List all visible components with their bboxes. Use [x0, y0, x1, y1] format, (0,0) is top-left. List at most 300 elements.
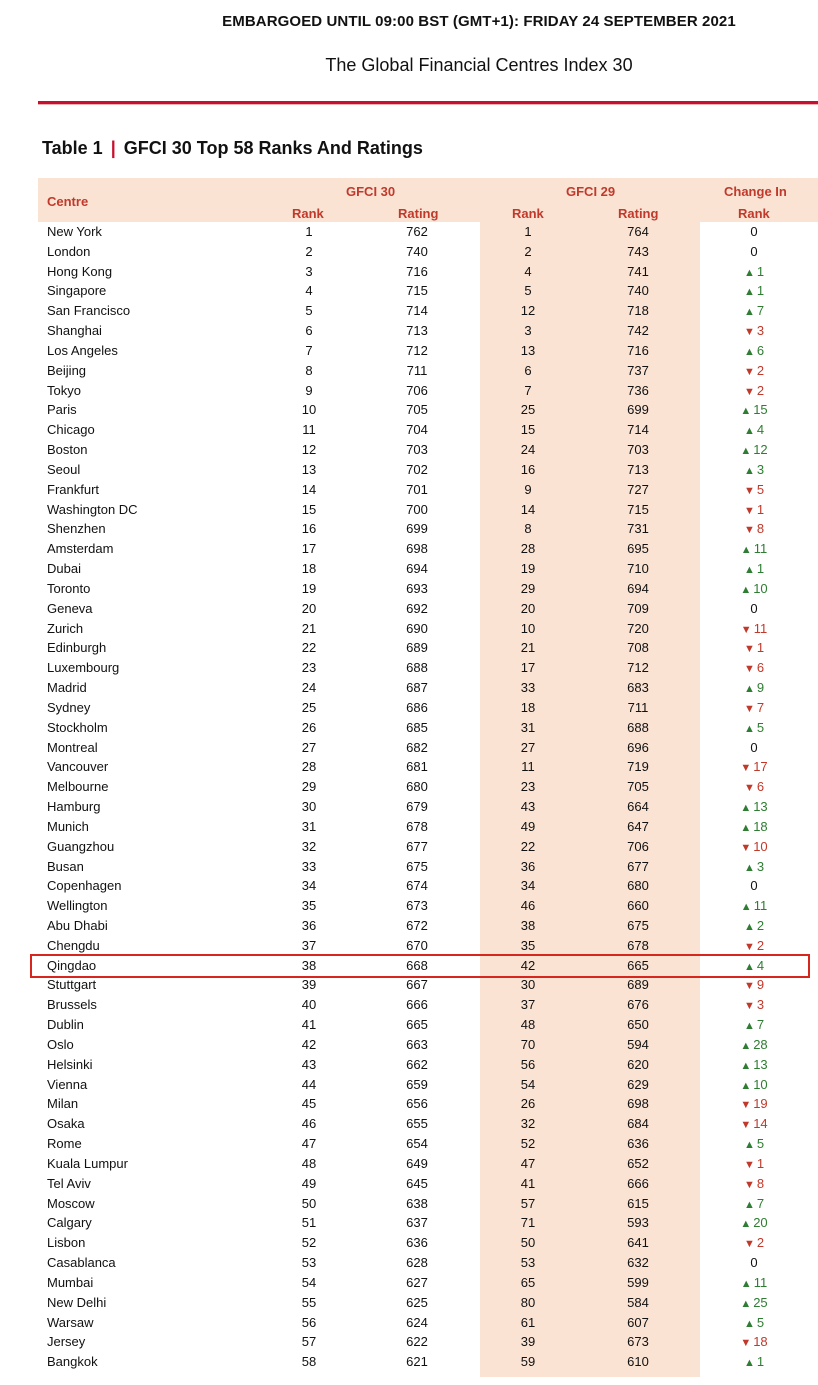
centre-name: Tel Aviv: [47, 1175, 91, 1191]
table-row: [38, 916, 818, 936]
up-triangle-icon: ▲: [740, 1059, 752, 1072]
rank-change-value: 6: [756, 779, 765, 795]
rank-change-value: 0: [750, 878, 758, 894]
centre-name: Abu Dhabi: [47, 917, 108, 933]
gfci29-rank: 5: [524, 283, 532, 299]
gfci29-rating: 743: [627, 243, 649, 259]
gfci30-rating: 704: [406, 422, 428, 438]
gfci30-rank: 36: [301, 917, 317, 933]
up-triangle-icon: ▲: [743, 345, 755, 358]
gfci29-rank: 25: [520, 402, 536, 418]
rank-change-value: 2: [756, 1235, 765, 1251]
centre-name: Chengdu: [47, 937, 100, 953]
gfci29-rating: 684: [627, 1116, 649, 1132]
table-title: [42, 138, 423, 159]
up-triangle-icon: ▲: [740, 445, 752, 458]
gfci29-rank: 3: [524, 323, 532, 339]
up-triangle-icon: ▲: [743, 1198, 755, 1211]
header-gfci29-rank: Rank: [512, 206, 544, 221]
table-row: [38, 738, 818, 758]
gfci30-rank: 25: [301, 699, 317, 715]
rank-change-value: 17: [753, 759, 768, 775]
rank-change: [728, 857, 780, 879]
centre-name: Paris: [47, 402, 77, 418]
centre-name: Osaka: [47, 1116, 85, 1132]
qingdao-highlight-box: [30, 954, 810, 978]
gfci30-rank: 41: [301, 1017, 317, 1033]
gfci30-rank: 6: [305, 323, 313, 339]
gfci30-rating: 703: [406, 442, 428, 458]
up-triangle-icon: ▲: [743, 861, 755, 874]
rank-change: [728, 757, 780, 779]
gfci29-rank: 4: [524, 263, 532, 279]
gfci30-rank: 1: [305, 224, 313, 239]
up-triangle-icon: ▲: [743, 1020, 755, 1033]
rank-change-value: 2: [756, 382, 765, 398]
gfci30-rating: 670: [406, 937, 428, 953]
gfci29-rating: 629: [627, 1076, 649, 1092]
rank-change-value: 0: [750, 739, 758, 755]
gfci30-rank: 11: [302, 422, 316, 438]
gfci29-rank: 19: [520, 561, 536, 577]
gfci29-rank: 29: [520, 580, 536, 596]
gfci29-rank: 53: [520, 1255, 536, 1271]
gfci30-rating: 692: [406, 600, 428, 616]
rank-change: [728, 420, 780, 442]
gfci29-rank: 21: [520, 640, 536, 656]
gfci30-rank: 24: [301, 680, 317, 696]
rank-change: [728, 539, 780, 561]
up-triangle-icon: ▲: [743, 1357, 755, 1370]
rank-change-value: 1: [756, 263, 765, 279]
rank-change: [728, 599, 780, 619]
table-row: [38, 837, 818, 857]
rank-change-value: 10: [753, 838, 768, 854]
gfci29-rating: 736: [627, 382, 649, 398]
centre-name: Boston: [47, 442, 88, 458]
rank-change-value: 15: [753, 402, 768, 418]
table-row: [38, 757, 818, 777]
rank-change: [728, 817, 780, 839]
gfci29-rank: 48: [520, 1017, 536, 1033]
gfci30-rating: 674: [406, 878, 428, 894]
gfci30-rating: 689: [406, 640, 428, 656]
down-triangle-icon: ▼: [743, 1178, 755, 1191]
gfci30-rating: 693: [406, 580, 428, 596]
rank-change: [728, 1094, 780, 1116]
header-gfci30: GFCI 30: [346, 184, 396, 199]
rank-change-value: 2: [756, 917, 765, 933]
gfci30-rating: 655: [406, 1116, 428, 1132]
rank-change: [728, 1114, 780, 1136]
table-row: [38, 281, 818, 301]
up-triangle-icon: ▲: [743, 425, 755, 438]
table-row: [38, 1273, 818, 1293]
gfci29-rating: 641: [627, 1235, 649, 1251]
gfci30-rank: 42: [301, 1036, 317, 1052]
gfci29-rank: 57: [520, 1195, 536, 1211]
gfci29-rating: 678: [627, 937, 649, 953]
gfci30-rank: 58: [301, 1354, 317, 1370]
rank-change-value: 8: [756, 1175, 765, 1191]
table-row: [38, 599, 818, 619]
up-triangle-icon: ▲: [740, 901, 752, 914]
down-triangle-icon: ▼: [740, 1099, 752, 1112]
gfci29-rating: 718: [627, 303, 649, 319]
rank-change-value: 10: [753, 1076, 768, 1092]
gfci30-rating: 687: [406, 680, 428, 696]
gfci29-rank: 32: [520, 1116, 536, 1132]
rank-change: [728, 400, 780, 422]
table-row: [38, 1253, 818, 1273]
gfci29-rank: 28: [520, 541, 536, 557]
up-triangle-icon: ▲: [740, 544, 752, 557]
rank-change: [728, 837, 780, 859]
rank-change: [728, 1273, 780, 1295]
gfci30-rating: 740: [406, 243, 428, 259]
gfci30-rank: 21: [301, 620, 317, 636]
rank-change-value: 11: [753, 898, 768, 914]
table-row: [38, 460, 818, 480]
rank-change-value: 5: [756, 1314, 765, 1330]
gfci29-rank: 39: [520, 1334, 536, 1350]
gfci30-rank: 47: [301, 1136, 317, 1152]
gfci30-rank: 40: [301, 997, 317, 1013]
gfci30-rating: 637: [406, 1215, 428, 1231]
centre-name: Dublin: [47, 1017, 84, 1033]
rank-change: [728, 222, 780, 242]
up-triangle-icon: ▲: [743, 960, 755, 973]
gfci30-rating: 673: [406, 898, 428, 914]
rank-change: [728, 381, 780, 403]
gfci30-rating: 714: [406, 303, 428, 319]
rank-change-value: 7: [756, 1195, 765, 1211]
table-row: [38, 1015, 818, 1035]
gfci29-rating: 713: [627, 461, 649, 477]
centre-name: Geneva: [47, 600, 93, 616]
gfci29-rating: 696: [627, 739, 649, 755]
centre-name: Guangzhou: [47, 838, 115, 854]
down-triangle-icon: ▼: [740, 1337, 752, 1350]
down-triangle-icon: ▼: [743, 1000, 755, 1013]
rank-change-value: 2: [756, 937, 765, 953]
header-gfci30-rank: Rank: [292, 206, 324, 221]
rank-change-value: 11: [753, 541, 768, 557]
rank-change-value: 0: [750, 243, 758, 259]
centre-name: Helsinki: [47, 1056, 93, 1072]
rank-change: [728, 1055, 780, 1077]
gfci30-rating: 700: [406, 501, 428, 517]
gfci30-rating: 702: [406, 461, 428, 477]
centre-name: London: [47, 243, 91, 259]
gfci30-rating: 654: [406, 1136, 428, 1152]
up-triangle-icon: ▲: [740, 583, 752, 596]
gfci30-rank: 12: [301, 442, 317, 458]
table-row: [38, 1055, 818, 1075]
gfci30-rank: 18: [301, 561, 317, 577]
gfci29-rating: 636: [627, 1136, 649, 1152]
rank-change: [728, 738, 780, 758]
gfci29-rank: 1: [524, 224, 532, 239]
rank-change: [728, 1313, 780, 1335]
centre-name: Montreal: [47, 739, 98, 755]
up-triangle-icon: ▲: [743, 306, 755, 319]
table-row: [38, 995, 818, 1015]
gfci30-rating: 665: [406, 1017, 428, 1033]
rank-change: [728, 1075, 780, 1097]
gfci29-rating: 650: [627, 1017, 649, 1033]
rank-change-value: 11: [753, 1274, 768, 1290]
centre-name: Bangkok: [47, 1354, 98, 1370]
table-caption: GFCI 30 Top 58 Ranks And Ratings: [123, 138, 423, 158]
gfci30-rating: 680: [406, 779, 428, 795]
gfci30-rating: 679: [406, 799, 428, 815]
gfci29-rating: 620: [627, 1056, 649, 1072]
centre-name: New Delhi: [47, 1294, 107, 1310]
gfci29-rating: 727: [627, 481, 649, 497]
gfci30-rank: 45: [301, 1096, 317, 1112]
table-number: Table 1: [42, 138, 103, 158]
up-triangle-icon: ▲: [743, 286, 755, 299]
rank-change-value: 1: [756, 1155, 765, 1171]
gfci30-rank: 3: [305, 263, 313, 279]
rank-change-value: 13: [753, 1056, 768, 1072]
gfci29-rating: 712: [627, 660, 649, 676]
rank-change: [728, 321, 780, 343]
down-triangle-icon: ▼: [743, 980, 755, 993]
gfci29-rank: 49: [520, 818, 536, 834]
gfci30-rank: 15: [301, 501, 317, 517]
table-row: [38, 381, 818, 401]
gfci30-rating: 716: [406, 263, 428, 279]
gfci30-rank: 53: [301, 1255, 317, 1271]
rank-change: [728, 876, 780, 896]
gfci30-rating: 686: [406, 699, 428, 715]
rank-change: [728, 341, 780, 363]
header-divider-shadow: [38, 104, 818, 105]
centre-name: Frankfurt: [47, 481, 100, 497]
table-row: [38, 341, 818, 361]
rank-change: [728, 638, 780, 660]
gfci29-rank: 27: [520, 739, 536, 755]
gfci30-rank: 7: [305, 342, 313, 358]
rank-change-value: 1: [756, 1354, 765, 1370]
rank-change: [728, 1194, 780, 1216]
centre-name: Vancouver: [47, 759, 109, 775]
down-triangle-icon: ▼: [743, 484, 755, 497]
gfci30-rank: 19: [301, 580, 317, 596]
rank-change-value: 2: [756, 362, 765, 378]
header-gfci29-rating: Rating: [618, 206, 659, 221]
rank-change-value: 5: [756, 719, 765, 735]
table-row: [38, 1293, 818, 1313]
gfci29-rank: 16: [520, 461, 536, 477]
rank-change-value: 10: [753, 580, 768, 596]
gfci29-rank: 15: [520, 422, 536, 438]
gfci30-rating: 624: [406, 1314, 428, 1330]
gfci30-rank: 49: [301, 1175, 317, 1191]
up-triangle-icon: ▲: [740, 1277, 752, 1290]
table-row: [38, 857, 818, 877]
gfci29-rank: 43: [520, 799, 536, 815]
down-triangle-icon: ▼: [743, 702, 755, 715]
centre-name: Kuala Lumpur: [47, 1155, 128, 1171]
embargo-notice: EMBARGOED UNTIL 09:00 BST (GMT+1): FRIDAY 24 SEPTEMBER 2021: [222, 13, 736, 30]
up-triangle-icon: ▲: [740, 1039, 752, 1052]
rank-change-value: 3: [756, 858, 765, 874]
table-row: [38, 777, 818, 797]
gfci29-rank: 37: [520, 997, 536, 1013]
rank-change: [728, 718, 780, 740]
rank-change: [728, 995, 780, 1017]
gfci29-rank: 13: [520, 342, 536, 358]
up-triangle-icon: ▲: [743, 266, 755, 279]
gfci30-rank: 13: [301, 461, 317, 477]
gfci30-rank: 2: [305, 243, 313, 259]
rank-change: [728, 281, 780, 303]
table-row: [38, 638, 818, 658]
gfci30-rating: 628: [406, 1255, 428, 1271]
gfci29-rank: 46: [520, 898, 536, 914]
rank-change-value: 3: [756, 323, 765, 339]
gfci30-rank: 56: [301, 1314, 317, 1330]
gfci30-rating: 667: [406, 977, 428, 993]
rank-change: [728, 698, 780, 720]
down-triangle-icon: ▼: [743, 385, 755, 398]
rank-change-value: 3: [756, 997, 765, 1013]
gfci29-rating: 593: [627, 1215, 649, 1231]
centre-name: San Francisco: [47, 303, 131, 319]
centre-name: Brussels: [47, 997, 97, 1013]
rank-change-value: 1: [756, 283, 765, 299]
table-row: [38, 975, 818, 995]
gfci29-rating: 695: [627, 541, 649, 557]
table-row: [38, 718, 818, 738]
centre-name: Mumbai: [47, 1274, 94, 1290]
table-row: [38, 797, 818, 817]
centre-name: Madrid: [47, 680, 87, 696]
centre-name: Toronto: [47, 580, 91, 596]
gfci29-rating: 741: [627, 263, 649, 279]
centre-name: Luxembourg: [47, 660, 120, 676]
centre-name: Tokyo: [47, 382, 81, 398]
table-row: [38, 1094, 818, 1114]
gfci29-rank: 54: [520, 1076, 536, 1092]
table-row: [38, 242, 818, 262]
rank-change-value: 6: [756, 342, 765, 358]
table-row: [38, 619, 818, 639]
centre-name: Sydney: [47, 699, 91, 715]
gfci29-rank: 26: [520, 1096, 536, 1112]
gfci29-rank: 22: [520, 838, 536, 854]
gfci30-rating: 656: [406, 1096, 428, 1112]
table-row: [38, 420, 818, 440]
gfci29-rank: 41: [520, 1175, 536, 1191]
gfci29-rating: 720: [627, 620, 649, 636]
centre-name: Moscow: [47, 1195, 95, 1211]
table-row: [38, 1154, 818, 1174]
gfci30-rank: 16: [301, 521, 317, 537]
gfci29-rating: 698: [627, 1096, 649, 1112]
up-triangle-icon: ▲: [740, 821, 752, 834]
gfci30-rating: 713: [406, 323, 428, 339]
gfci29-rank: 33: [520, 680, 536, 696]
table-row: [38, 361, 818, 381]
rank-change: [728, 896, 780, 918]
gfci30-rank: 20: [301, 600, 317, 616]
gfci30-rating: 682: [406, 739, 428, 755]
table-row: [38, 658, 818, 678]
gfci30-rating: 636: [406, 1235, 428, 1251]
up-triangle-icon: ▲: [743, 683, 755, 696]
rank-change: [728, 1352, 780, 1374]
rank-change: [728, 519, 780, 541]
rank-change: [728, 1213, 780, 1235]
gfci30-rank: 51: [301, 1215, 317, 1231]
table-row: [38, 440, 818, 460]
rank-change: [728, 1035, 780, 1057]
gfci29-rank: 36: [520, 858, 536, 874]
gfci29-rank: 14: [520, 501, 536, 517]
gfci30-rating: 659: [406, 1076, 428, 1092]
rank-change-value: 9: [756, 977, 765, 993]
rank-change: [728, 1253, 780, 1273]
up-triangle-icon: ▲: [743, 1317, 755, 1330]
gfci29-rank: 6: [524, 362, 532, 378]
rank-change: [728, 777, 780, 799]
gfci29-rank: 52: [520, 1136, 536, 1152]
gfci30-rating: 638: [406, 1195, 428, 1211]
gfci29-rank: 9: [524, 481, 532, 497]
centre-name: Casablanca: [47, 1255, 116, 1271]
centre-name: Seoul: [47, 461, 81, 477]
table-row: [38, 936, 818, 956]
rank-change-value: 4: [756, 957, 765, 973]
gfci29-rank: 11: [521, 759, 535, 775]
rank-change-value: 18: [753, 1334, 768, 1350]
gfci30-rank: 37: [301, 937, 317, 953]
gfci30-rank: 46: [301, 1116, 317, 1132]
rank-change: [728, 678, 780, 700]
gfci29-rank: 2: [524, 243, 532, 259]
centre-name: Shanghai: [47, 323, 102, 339]
gfci29-rank: 34: [520, 878, 536, 894]
centre-name: Lisbon: [47, 1235, 86, 1251]
rank-change-value: 11: [753, 620, 768, 636]
table-row: [38, 1075, 818, 1095]
gfci29-rating: 711: [627, 699, 649, 715]
gfci30-rating: 706: [406, 382, 428, 398]
rank-change: [728, 619, 780, 641]
down-triangle-icon: ▼: [743, 782, 755, 795]
table-body: [38, 222, 818, 1372]
centre-name: Wellington: [47, 898, 108, 914]
gfci30-rank: 28: [301, 759, 317, 775]
gfci29-rank: 12: [520, 303, 536, 319]
gfci29-rating: 737: [627, 362, 649, 378]
centre-name: Zurich: [47, 620, 84, 636]
gfci30-rank: 8: [305, 362, 313, 378]
gfci29-rating: 742: [627, 323, 649, 339]
gfci30-rating: 672: [406, 917, 428, 933]
table-row: [38, 1313, 818, 1333]
table-row: [38, 262, 818, 282]
centre-name: Jersey: [47, 1334, 86, 1350]
table-row: [38, 519, 818, 539]
gfci29-rank: 71: [520, 1215, 536, 1231]
centre-name: Warsaw: [47, 1314, 94, 1330]
gfci29-rating: 740: [627, 283, 649, 299]
